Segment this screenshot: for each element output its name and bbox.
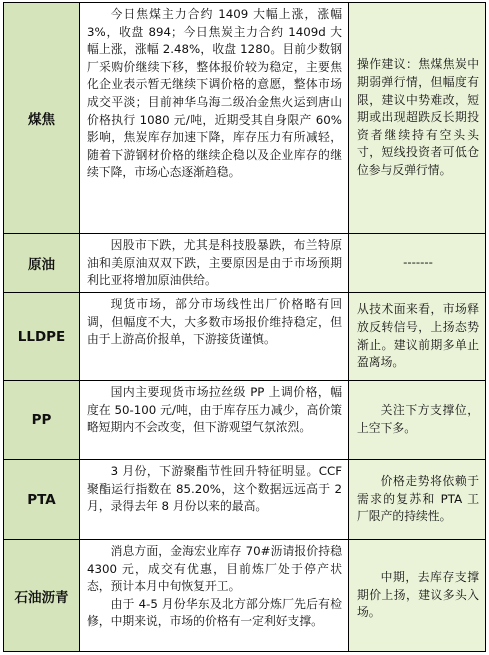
advice-text: 价格走势将依赖于需求的复苏和 PTA 工厂限产的持续性。 bbox=[357, 474, 479, 524]
analysis-paragraph: 国内主要现货市场拉丝级 PP 上调价格，幅度在 50-100 元/吨，由于库存压力减少，高价策略短期内不会改变，但下游观望气氛浓烈。 bbox=[87, 385, 342, 435]
row-analysis-crude-oil bbox=[80, 234, 349, 293]
analysis-paragraph: 消息方面，金海宏业库存 70#沥请报价持稳 4300 元，成交有优惠，目前炼厂处于停产状态，预计本月中旬恢复开工。 bbox=[87, 544, 342, 594]
advice-text: 从技术面来看，市场释放反转信号，上扬态势渐止。建议前期多单止盈离场。 bbox=[357, 302, 479, 370]
advice-text: 操作建议：焦煤焦炭中期弱弹行情，但幅度有限，建议中势难改，短期或出现超跌反长期投资者继续持有空头头寸，短线投资者可低仓位参与反弹行情。 bbox=[357, 57, 479, 177]
row-name-crude-oil: 原油 bbox=[4, 234, 80, 293]
row-name-pta: PTA bbox=[4, 460, 80, 540]
row-name-lldpe: LLDPE bbox=[4, 293, 80, 381]
advice-text: 关注下方支撑位，上空下多。 bbox=[357, 403, 479, 435]
analysis-paragraph: 今日焦煤主力合约 1409 大幅上涨，涨幅 3%，收盘 894；今日焦炭主力合约 1409d 大幅上涨，涨幅 2.48%，收盘 1280。目前少数钢厂采购价继续下移，整体报价较为稳定，主要焦化企业表示暂无继续下调价格的意愿，整体市场成交平淡；目前神华乌海二级冶金焦火运到唐山价格执行 1080 元/吨，近期受其自身限产 60%影响，焦炭库存加速下降，库存压力有所减轻，随着下游钢材价格的继续企稳以及企业库存的继续下降，市场心态逐渐趋稳。 bbox=[87, 7, 342, 180]
row-analysis-pp bbox=[80, 381, 349, 460]
row-advice-lldpe bbox=[349, 293, 485, 381]
advice-text: 中期，去库存支撑期价上扬，建议多头入场。 bbox=[357, 570, 479, 620]
row-advice-pp bbox=[349, 381, 485, 460]
row-name-pp: PP bbox=[4, 381, 80, 460]
analysis-paragraph: 因股市下跌，尤其是科技股暴跌，布兰特原油和美原油双双下跌，主要原因是由于市场预期利比亚将增加原油供给。 bbox=[87, 238, 342, 288]
row-advice-asphalt bbox=[349, 540, 485, 651]
row-analysis-lldpe bbox=[80, 293, 349, 381]
analysis-paragraph: 3 月份，下游聚酯节性回升特征明显。CCF 聚酯运行指数在 85.20%，这个数据远远高于 2 月，录得去年 8 月份以来的最高。 bbox=[87, 464, 342, 514]
advice-text: ------- bbox=[403, 255, 433, 270]
row-advice-coal-coke bbox=[349, 3, 485, 234]
row-advice-pta bbox=[349, 460, 485, 540]
analysis-paragraph: 现货市场，部分市场线性出厂价格略有回调，但幅度不大，大多数市场报价维持稳定，但由于上游高价报单，下游接货谨慎。 bbox=[87, 297, 342, 347]
commodity-table bbox=[3, 2, 486, 652]
row-analysis-asphalt bbox=[80, 540, 349, 651]
row-name-asphalt: 石油沥青 bbox=[4, 540, 80, 651]
row-analysis-coal-coke bbox=[80, 3, 349, 234]
row-analysis-pta bbox=[80, 460, 349, 540]
analysis-paragraph: 由于 4-5 月份华东及北方部分炼厂先后有检修，中期来说，市场的价格有一定利好支撑。 bbox=[87, 596, 342, 629]
row-advice-crude-oil bbox=[349, 234, 485, 293]
row-name-coal-coke: 煤焦 bbox=[4, 3, 80, 234]
